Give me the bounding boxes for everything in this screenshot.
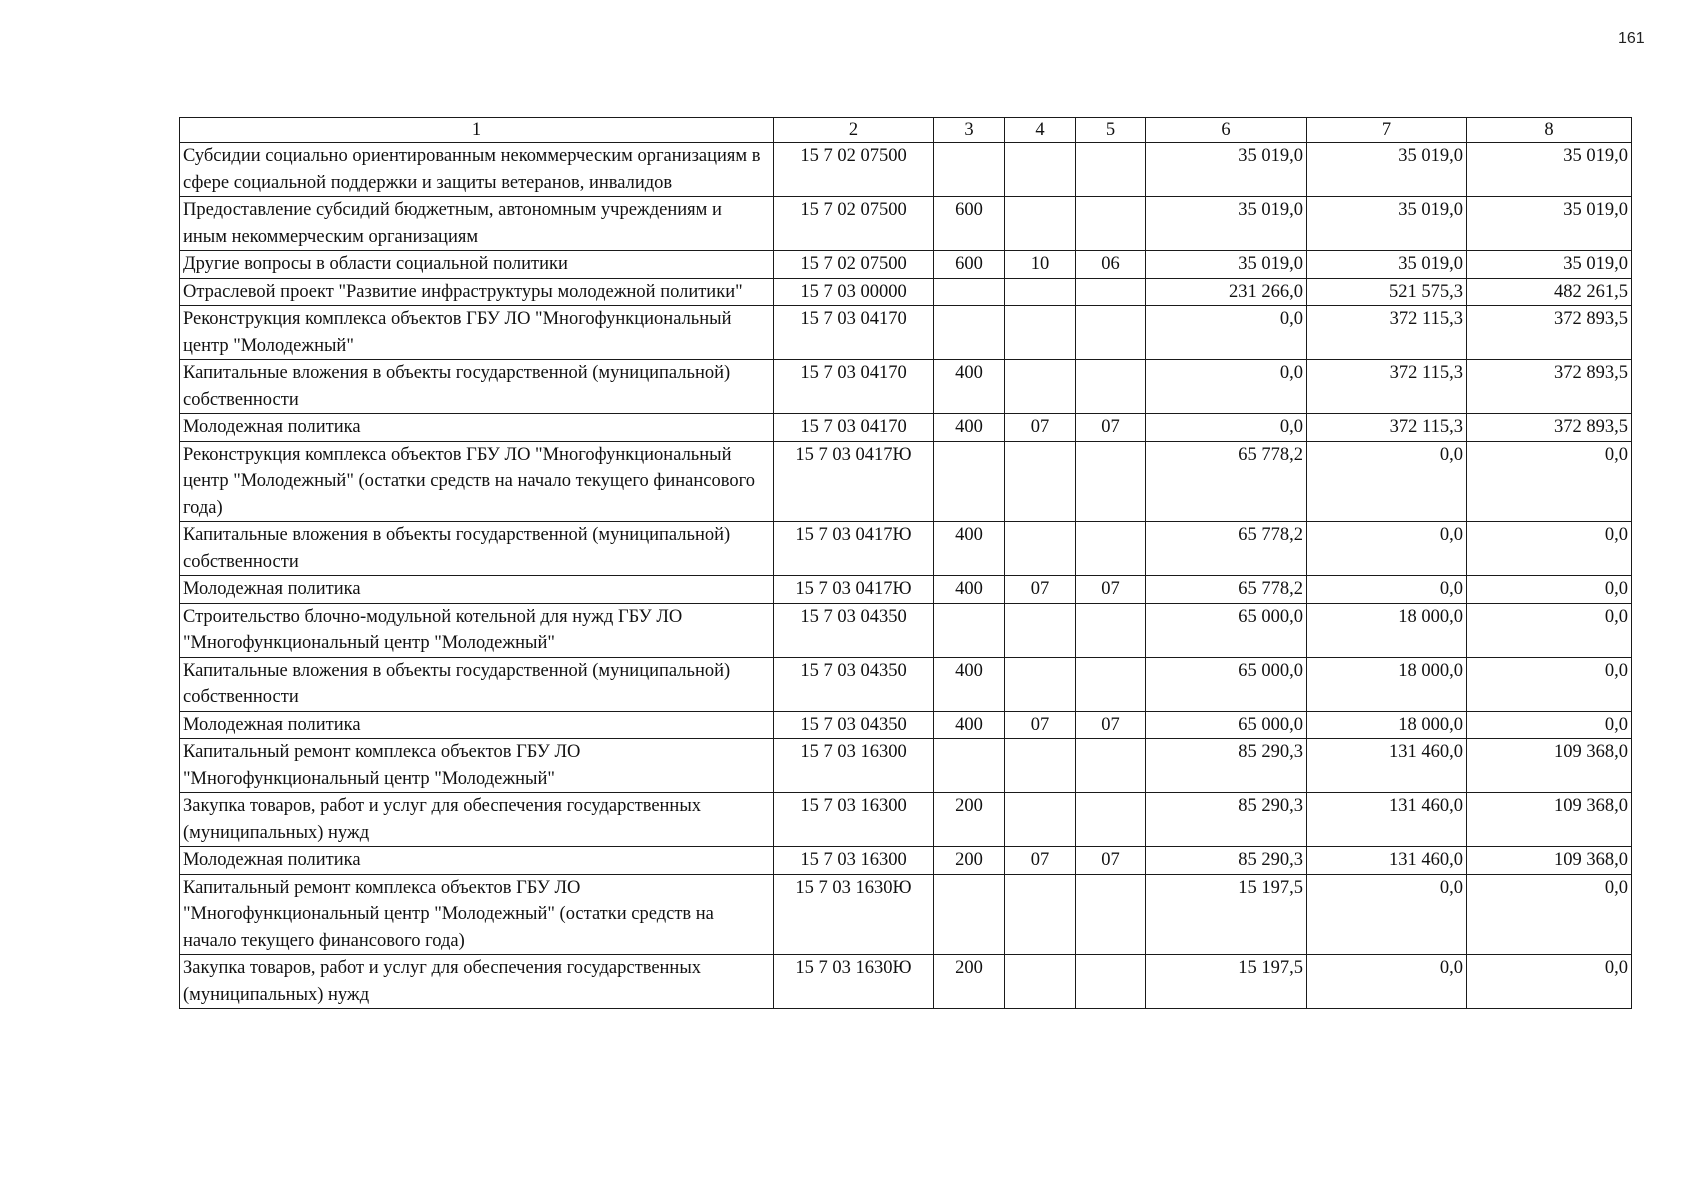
item-name-cell: Закупка товаров, работ и услуг для обеспечения государственных (муниципальных) нужд xyxy=(180,955,774,1009)
section-cell xyxy=(1005,603,1076,657)
table-row xyxy=(180,522,1632,576)
amount-col6-cell: 65 000,0 xyxy=(1146,657,1307,711)
item-name-cell: Капитальные вложения в объекты государственной (муниципальной) собственности xyxy=(180,657,774,711)
item-name-cell: Предоставление субсидий бюджетным, автономным учреждениям и иным некоммерческим организациям xyxy=(180,197,774,251)
subsection-cell xyxy=(1076,306,1146,360)
amount-col8-cell: 35 019,0 xyxy=(1467,251,1632,279)
section-cell: 07 xyxy=(1005,847,1076,875)
target-article-code-cell: 15 7 03 16300 xyxy=(774,739,934,793)
expense-type-cell xyxy=(934,874,1005,955)
item-name-cell: Другие вопросы в области социальной политики xyxy=(180,251,774,279)
subsection-cell xyxy=(1076,603,1146,657)
expense-type-cell: 400 xyxy=(934,360,1005,414)
item-name-cell: Молодежная политика xyxy=(180,576,774,604)
amount-col7-cell: 18 000,0 xyxy=(1307,657,1467,711)
table-row xyxy=(180,576,1632,604)
section-cell xyxy=(1005,955,1076,1009)
subsection-cell: 06 xyxy=(1076,251,1146,279)
expense-type-cell xyxy=(934,143,1005,197)
amount-col6-cell: 0,0 xyxy=(1146,306,1307,360)
item-name-cell: Отраслевой проект "Развитие инфраструктуры молодежной политики" xyxy=(180,278,774,306)
table-body xyxy=(180,143,1632,1009)
amount-col7-cell: 521 575,3 xyxy=(1307,278,1467,306)
subsection-cell xyxy=(1076,143,1146,197)
amount-col8-cell: 0,0 xyxy=(1467,711,1632,739)
target-article-code-cell: 15 7 03 04170 xyxy=(774,360,934,414)
subsection-cell xyxy=(1076,522,1146,576)
table-row xyxy=(180,441,1632,522)
table-header-row xyxy=(180,118,1632,143)
amount-col6-cell: 65 000,0 xyxy=(1146,603,1307,657)
table-row xyxy=(180,847,1632,875)
amount-col6-cell: 35 019,0 xyxy=(1146,251,1307,279)
table-row xyxy=(180,278,1632,306)
amount-col8-cell: 0,0 xyxy=(1467,441,1632,522)
expense-type-cell: 600 xyxy=(934,251,1005,279)
amount-col8-cell: 35 019,0 xyxy=(1467,197,1632,251)
section-cell xyxy=(1005,306,1076,360)
section-cell xyxy=(1005,197,1076,251)
amount-col6-cell: 35 019,0 xyxy=(1146,143,1307,197)
target-article-code-cell: 15 7 03 0417Ю xyxy=(774,441,934,522)
item-name-cell: Субсидии социально ориентированным некоммерческим организациям в сфере социальной поддержки и защиты ветеранов, инвалидов xyxy=(180,143,774,197)
amount-col7-cell: 0,0 xyxy=(1307,576,1467,604)
section-cell xyxy=(1005,143,1076,197)
expense-type-cell xyxy=(934,603,1005,657)
section-cell xyxy=(1005,441,1076,522)
amount-col8-cell: 35 019,0 xyxy=(1467,143,1632,197)
subsection-cell xyxy=(1076,739,1146,793)
target-article-code-cell: 15 7 03 0417Ю xyxy=(774,576,934,604)
table-row xyxy=(180,414,1632,442)
target-article-code-cell: 15 7 03 00000 xyxy=(774,278,934,306)
amount-col8-cell: 0,0 xyxy=(1467,874,1632,955)
table-row xyxy=(180,793,1632,847)
amount-col8-cell: 372 893,5 xyxy=(1467,306,1632,360)
target-article-code-cell: 15 7 03 16300 xyxy=(774,793,934,847)
amount-col8-cell: 0,0 xyxy=(1467,657,1632,711)
table-row xyxy=(180,197,1632,251)
section-cell xyxy=(1005,522,1076,576)
subsection-cell xyxy=(1076,360,1146,414)
subsection-cell: 07 xyxy=(1076,414,1146,442)
amount-col8-cell: 482 261,5 xyxy=(1467,278,1632,306)
amount-col7-cell: 35 019,0 xyxy=(1307,197,1467,251)
expense-type-cell: 400 xyxy=(934,711,1005,739)
amount-col7-cell: 131 460,0 xyxy=(1307,793,1467,847)
amount-col6-cell: 231 266,0 xyxy=(1146,278,1307,306)
header-cell: 8 xyxy=(1467,118,1632,143)
target-article-code-cell: 15 7 03 0417Ю xyxy=(774,522,934,576)
header-cell: 2 xyxy=(774,118,934,143)
expense-type-cell: 200 xyxy=(934,955,1005,1009)
amount-col7-cell: 18 000,0 xyxy=(1307,711,1467,739)
table-row xyxy=(180,739,1632,793)
amount-col8-cell: 0,0 xyxy=(1467,576,1632,604)
amount-col8-cell: 0,0 xyxy=(1467,955,1632,1009)
target-article-code-cell: 15 7 02 07500 xyxy=(774,197,934,251)
amount-col7-cell: 35 019,0 xyxy=(1307,143,1467,197)
section-cell xyxy=(1005,874,1076,955)
subsection-cell xyxy=(1076,657,1146,711)
amount-col8-cell: 109 368,0 xyxy=(1467,793,1632,847)
section-cell xyxy=(1005,793,1076,847)
amount-col7-cell: 131 460,0 xyxy=(1307,739,1467,793)
amount-col8-cell: 0,0 xyxy=(1467,603,1632,657)
table-row xyxy=(180,955,1632,1009)
section-cell xyxy=(1005,278,1076,306)
table-row xyxy=(180,657,1632,711)
table-row xyxy=(180,603,1632,657)
target-article-code-cell: 15 7 03 04170 xyxy=(774,306,934,360)
table-row xyxy=(180,143,1632,197)
item-name-cell: Строительство блочно-модульной котельной для нужд ГБУ ЛО "Многофункциональный центр "Молодежный" xyxy=(180,603,774,657)
section-cell xyxy=(1005,657,1076,711)
amount-col7-cell: 372 115,3 xyxy=(1307,360,1467,414)
table-row xyxy=(180,306,1632,360)
item-name-cell: Капитальный ремонт комплекса объектов ГБУ ЛО "Многофункциональный центр "Молодежный" (остатки средств на начало текущего финансового года) xyxy=(180,874,774,955)
header-cell: 7 xyxy=(1307,118,1467,143)
expense-type-cell xyxy=(934,278,1005,306)
subsection-cell xyxy=(1076,793,1146,847)
amount-col7-cell: 372 115,3 xyxy=(1307,306,1467,360)
expense-type-cell xyxy=(934,441,1005,522)
expense-type-cell: 600 xyxy=(934,197,1005,251)
subsection-cell: 07 xyxy=(1076,847,1146,875)
table-row xyxy=(180,360,1632,414)
subsection-cell xyxy=(1076,441,1146,522)
expense-type-cell: 400 xyxy=(934,522,1005,576)
amount-col7-cell: 18 000,0 xyxy=(1307,603,1467,657)
section-cell: 07 xyxy=(1005,576,1076,604)
target-article-code-cell: 15 7 03 1630Ю xyxy=(774,955,934,1009)
amount-col6-cell: 85 290,3 xyxy=(1146,793,1307,847)
amount-col6-cell: 65 778,2 xyxy=(1146,441,1307,522)
budget-table xyxy=(179,117,1632,1009)
item-name-cell: Реконструкция комплекса объектов ГБУ ЛО "Многофункциональный центр "Молодежный" xyxy=(180,306,774,360)
section-cell xyxy=(1005,360,1076,414)
item-name-cell: Закупка товаров, работ и услуг для обеспечения государственных (муниципальных) нужд xyxy=(180,793,774,847)
amount-col6-cell: 0,0 xyxy=(1146,360,1307,414)
expense-type-cell xyxy=(934,306,1005,360)
amount-col6-cell: 65 778,2 xyxy=(1146,576,1307,604)
subsection-cell xyxy=(1076,278,1146,306)
page-number: 161 xyxy=(1618,30,1645,47)
amount-col6-cell: 85 290,3 xyxy=(1146,847,1307,875)
target-article-code-cell: 15 7 03 04350 xyxy=(774,657,934,711)
target-article-code-cell: 15 7 02 07500 xyxy=(774,251,934,279)
target-article-code-cell: 15 7 03 04170 xyxy=(774,414,934,442)
expense-type-cell: 400 xyxy=(934,414,1005,442)
header-cell: 4 xyxy=(1005,118,1076,143)
target-article-code-cell: 15 7 03 04350 xyxy=(774,603,934,657)
amount-col6-cell: 65 000,0 xyxy=(1146,711,1307,739)
amount-col6-cell: 0,0 xyxy=(1146,414,1307,442)
section-cell: 07 xyxy=(1005,711,1076,739)
table-row xyxy=(180,711,1632,739)
item-name-cell: Молодежная политика xyxy=(180,847,774,875)
expense-type-cell: 200 xyxy=(934,847,1005,875)
section-cell: 07 xyxy=(1005,414,1076,442)
amount-col7-cell: 0,0 xyxy=(1307,874,1467,955)
header-cell: 1 xyxy=(180,118,774,143)
subsection-cell xyxy=(1076,955,1146,1009)
amount-col8-cell: 0,0 xyxy=(1467,522,1632,576)
amount-col7-cell: 0,0 xyxy=(1307,522,1467,576)
amount-col7-cell: 0,0 xyxy=(1307,441,1467,522)
header-cell: 3 xyxy=(934,118,1005,143)
target-article-code-cell: 15 7 03 04350 xyxy=(774,711,934,739)
amount-col6-cell: 35 019,0 xyxy=(1146,197,1307,251)
expense-type-cell: 400 xyxy=(934,576,1005,604)
amount-col6-cell: 65 778,2 xyxy=(1146,522,1307,576)
amount-col8-cell: 109 368,0 xyxy=(1467,847,1632,875)
target-article-code-cell: 15 7 03 1630Ю xyxy=(774,874,934,955)
amount-col8-cell: 372 893,5 xyxy=(1467,360,1632,414)
table-row xyxy=(180,874,1632,955)
amount-col6-cell: 15 197,5 xyxy=(1146,874,1307,955)
item-name-cell: Реконструкция комплекса объектов ГБУ ЛО "Многофункциональный центр "Молодежный" (остатки средств на начало текущего финансового года) xyxy=(180,441,774,522)
header-cell: 6 xyxy=(1146,118,1307,143)
amount-col7-cell: 0,0 xyxy=(1307,955,1467,1009)
section-cell xyxy=(1005,739,1076,793)
amount-col8-cell: 109 368,0 xyxy=(1467,739,1632,793)
subsection-cell: 07 xyxy=(1076,711,1146,739)
expense-type-cell xyxy=(934,739,1005,793)
item-name-cell: Молодежная политика xyxy=(180,711,774,739)
target-article-code-cell: 15 7 02 07500 xyxy=(774,143,934,197)
item-name-cell: Капитальный ремонт комплекса объектов ГБУ ЛО "Многофункциональный центр "Молодежный" xyxy=(180,739,774,793)
item-name-cell: Капитальные вложения в объекты государственной (муниципальной) собственности xyxy=(180,522,774,576)
amount-col8-cell: 372 893,5 xyxy=(1467,414,1632,442)
amount-col6-cell: 85 290,3 xyxy=(1146,739,1307,793)
section-cell: 10 xyxy=(1005,251,1076,279)
header-cell: 5 xyxy=(1076,118,1146,143)
amount-col7-cell: 131 460,0 xyxy=(1307,847,1467,875)
amount-col7-cell: 35 019,0 xyxy=(1307,251,1467,279)
subsection-cell xyxy=(1076,197,1146,251)
amount-col7-cell: 372 115,3 xyxy=(1307,414,1467,442)
expense-type-cell: 200 xyxy=(934,793,1005,847)
item-name-cell: Молодежная политика xyxy=(180,414,774,442)
target-article-code-cell: 15 7 03 16300 xyxy=(774,847,934,875)
table-row xyxy=(180,251,1632,279)
expense-type-cell: 400 xyxy=(934,657,1005,711)
subsection-cell xyxy=(1076,874,1146,955)
amount-col6-cell: 15 197,5 xyxy=(1146,955,1307,1009)
subsection-cell: 07 xyxy=(1076,576,1146,604)
item-name-cell: Капитальные вложения в объекты государственной (муниципальной) собственности xyxy=(180,360,774,414)
